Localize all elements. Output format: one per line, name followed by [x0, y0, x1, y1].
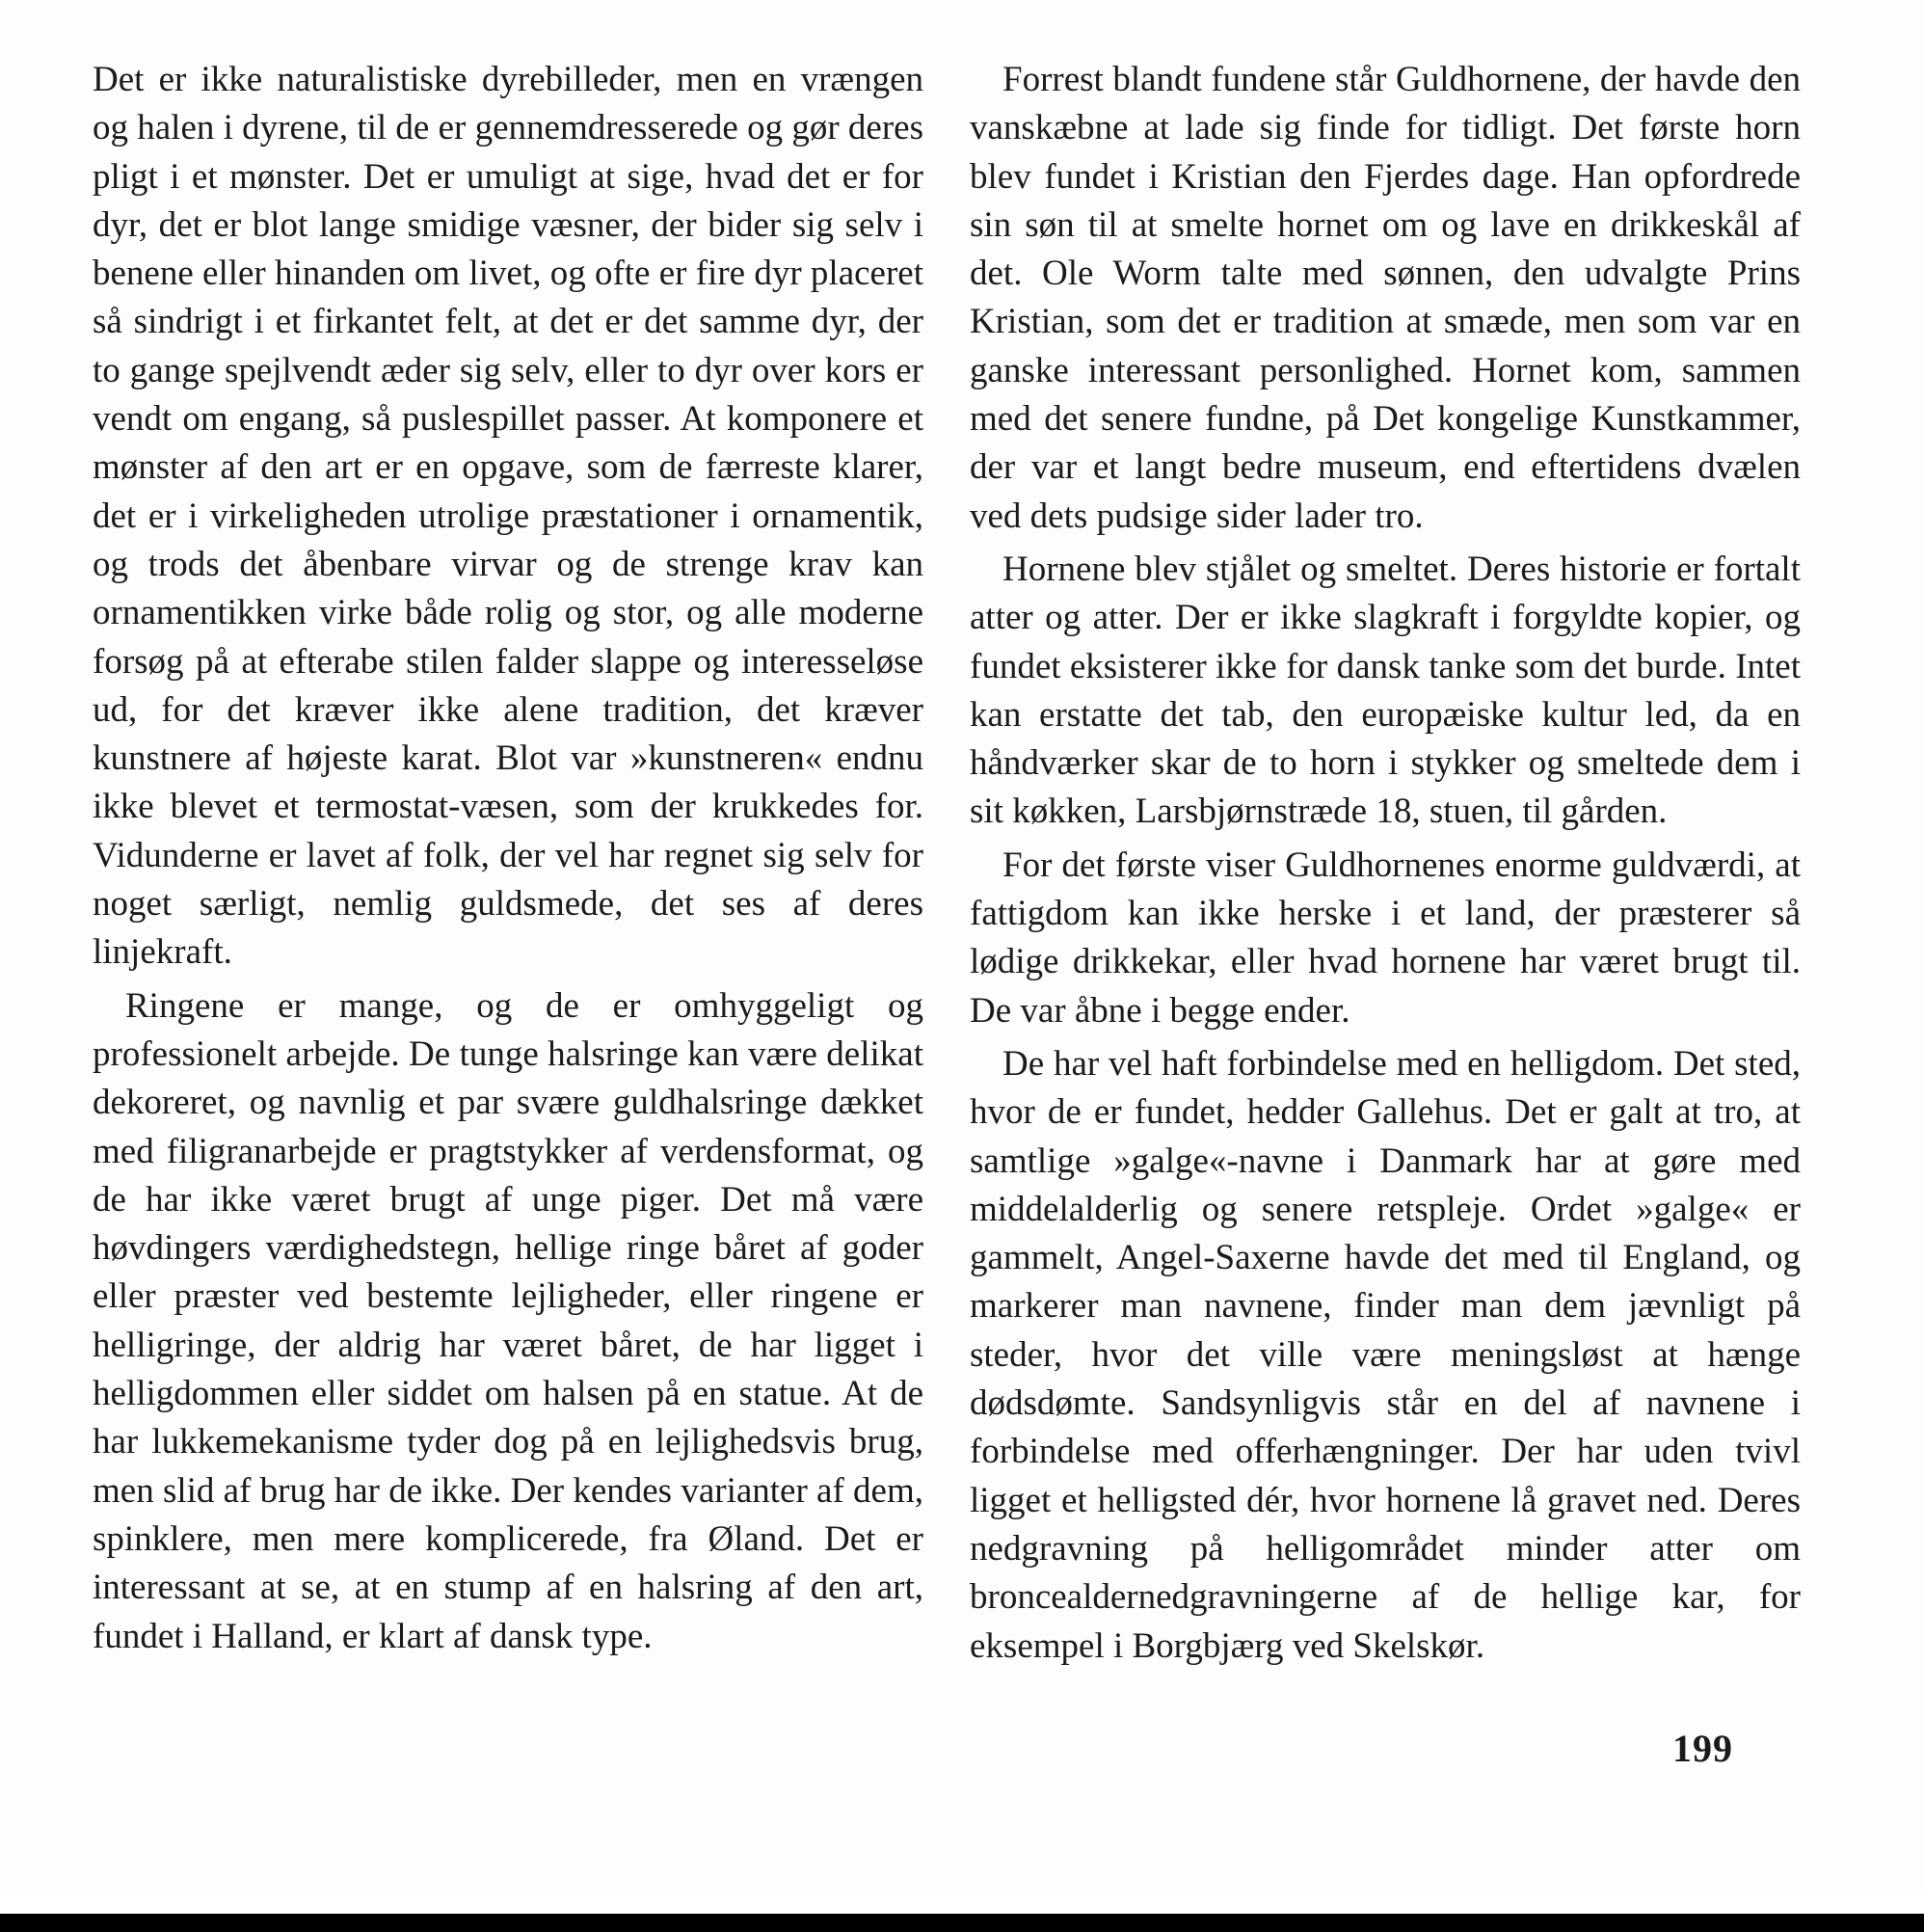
- bottom-edge-border: [0, 1914, 1924, 1932]
- paragraph: For det første viser Guldhornenes enorme guldværdi, at fattigdom kan ikke herske i et land, der præsterer så lødige drikkekar, eller hvad hornene har været brugt til. De var åbne i begge ender.: [970, 845, 1801, 1031]
- paragraph: Ringene er mange, og de er omhyggeligt og professionelt arbejde. De tunge halsringe kan være delikat dekoreret, og navnlig et par svære guldhalsringe dækket med filigranarbejde er pragtstykker af verdensformat, og de har ikke været brugt af unge piger. Det må være høvdingers værdighedstegn, hellige ringe båret af goder eller præster ved bestemte lejligheder, eller ringene er helligringe, der aldrig har været båret, de har ligget i helligdommen eller siddet om halsen på en statue. At de har lukkemekanisme tyder dog på en lejlighedsvis brug, men slid af brug har de ikke. Der kendes varianter af dem, spinklere, men mere komplicerede, fra Øland. Det er interessant at se, at en stump af en halsring af den art, fundet i Halland, er klart af dansk type.: [93, 985, 923, 1656]
- paragraph: Det er ikke naturalistiske dyrebilleder, men en vrængen og halen i dyrene, til de er gennemdresserede og gør deres pligt i et mønster. Det er umuligt at sige, hvad det er for dyr, det er blot lange smidige væsner, der bider sig selv i benene eller hinanden om livet, og ofte er fire dyr placeret så sindrigt i et firkantet felt, at det er det samme dyr, der to gange spejlvendt æder sig selv, eller to dyr over kors er vendt om engang, så puslespillet passer. At komponere et mønster af den art er en opgave, som de færreste klarer, det er i virkeligheden utrolige præstationer i ornamentik, og trods det åbenbare virvar og de strenge krav kan ornamentikken virke både rolig og stor, og alle moderne forsøg på at efterabe stilen falder slappe og interesseløse ud, for det kræver ikke alene tradition, det kræver kunstnere af højeste karat. Blot var »kunstneren« endnu ikke blevet et termostat-væsen, som der krukkedes for. Vidunderne er lavet af folk, der vel har regnet sig selv for noget særligt, nemlig guldsmede, det ses af deres linjekraft.: [93, 60, 923, 973]
- right-text-column: [970, 56, 1801, 1676]
- paragraph: Hornene blev stjålet og smeltet. Deres historie er fortalt atter og atter. Der er ikke slagkraft i forgyldte kopier, og fundet eksisterer ikke for dansk tanke som det burde. Intet kan erstatte det tab, den europæiske kultur led, da en håndværker skar de to horn i stykker og smeltede dem i sit køkken, Larsbjørnstræde 18, stuen, til gården.: [970, 549, 1801, 832]
- page-number: 199: [1672, 1727, 1733, 1770]
- left-text-column: [93, 56, 923, 1666]
- paragraph: De har vel haft forbindelse med en helligdom. Det sted, hvor de er fundet, hedder Gallehus. Det er galt at tro, at samtlige »galge«-navne i Danmark har at gøre med middelalderlig og senere retspleje. Ordet »galge« er gammelt, Angel-Saxerne havde det med til England, og markerer man navnene, finder man dem jævnligt på steder, hvor det ville være meningsløst at hænge dødsdømte. Sandsynligvis står en del af navnene i forbindelse med offerhængninger. Der har uden tvivl ligget et helligsted dér, hvor hornene lå gravet ned. Deres nedgravning på helligområdet minder atter om broncealdernedgravningerne af de hellige kar, for eksempel i Borgbjærg ved Skelskør.: [970, 1043, 1801, 1666]
- paragraph: Forrest blandt fundene står Guldhornene, der havde den vanskæbne at lade sig finde for tidligt. Det første horn blev fundet i Kristian den Fjerdes dage. Han opfordrede sin søn til at smelte hornet om og lave en drikkeskål af det. Ole Worm talte med sønnen, den udvalgte Prins Kristian, som det er tradition at smæde, men som var en ganske interessant personlighed. Hornet kom, sammen med det senere fundne, på Det kongelige Kunstkammer, der var et langt bedre museum, end eftertidens dvælen ved dets pudsige sider lader tro.: [970, 60, 1801, 536]
